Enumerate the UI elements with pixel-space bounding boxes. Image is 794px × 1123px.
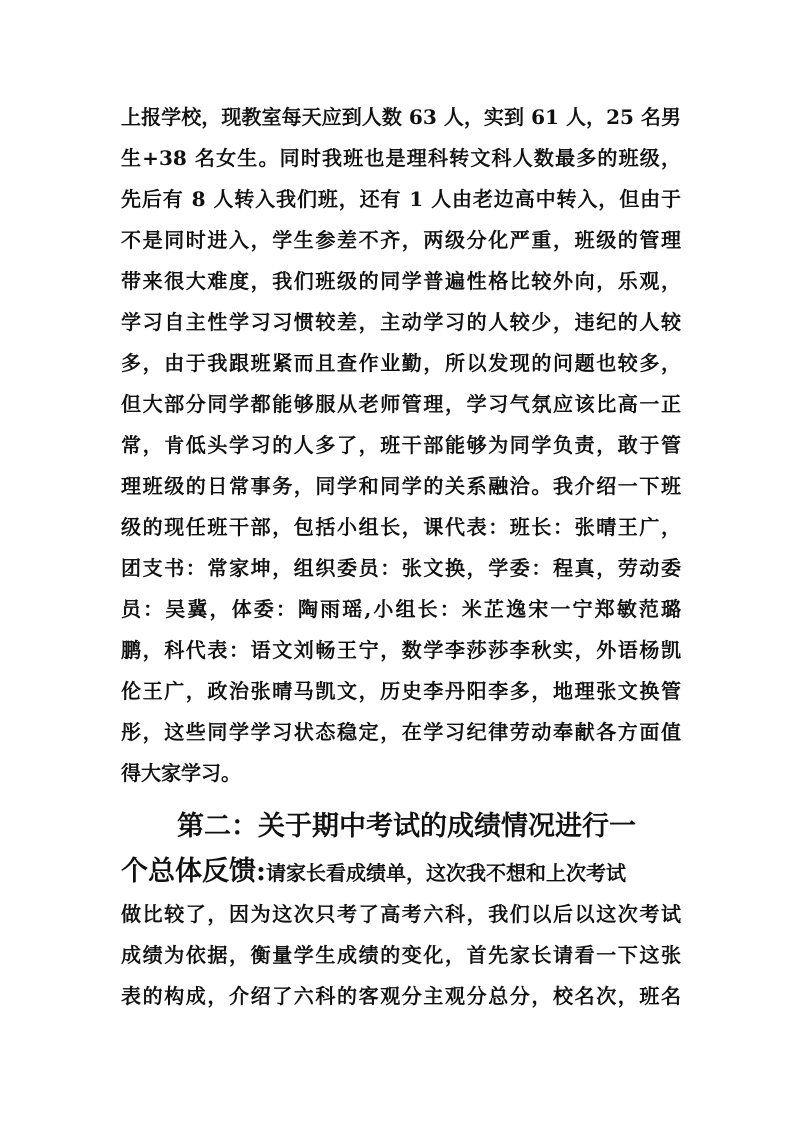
section-heading-line (121, 805, 681, 849)
paragraph-line: 得大家学习。 (121, 761, 241, 785)
paragraph-line: 员：吴冀，体委：陶雨瑶,小组长：米芷逸宋一宁郑敏范璐 (121, 597, 681, 621)
paragraph-line: 常，肯低头学习的人多了，班干部能够为同学负责，敢于管 (121, 433, 681, 457)
section-body-start: 请家长看成绩单，这次我不想和上次考试 (265, 861, 626, 885)
paragraph-line: 做比较了，因为这次只考了高考六科，我们以后以这次考试 (121, 902, 681, 926)
section-heading-line-2 (121, 850, 681, 894)
paragraph-line: 理班级的日常事务，同学和同学的关系融洽。我介绍一下班 (121, 474, 681, 498)
paragraph-line: 多，由于我跟班紧而且查作业勤，所以发现的问题也较多， (121, 351, 681, 375)
paragraph-line: 彤，这些同学学习状态稳定，在学习纪律劳动奉献各方面值 (121, 720, 681, 744)
section-heading: 第二：关于期中考试的成绩情况进行一 (177, 811, 636, 842)
paragraph-line: 学习自主性学习习惯较差，主动学习的人较少，违纪的人较 (121, 310, 681, 334)
paragraph-line: 成绩为依据，衡量学生成绩的变化，首先家长请看一下这张 (121, 943, 681, 967)
paragraph-line: 不是同时进入，学生参差不齐，两级分化严重，班级的管理 (121, 228, 681, 252)
paragraph-line: 表的构成，介绍了六科的客观分主观分总分，校名次，班名 (121, 984, 681, 1008)
paragraph-line: 团支书：常家坤，组织委员：张文换，学委：程真，劳动委 (121, 556, 681, 580)
paragraph-line: 鹏，科代表：语文刘畅王宁，数学李莎莎李秋实，外语杨凯 (121, 638, 681, 662)
paragraph-line: 上报学校，现教室每天应到人数 63 人，实到 61 人，25 名男 (121, 105, 681, 129)
paragraph-line: 级的现任班干部，包括小组长，课代表：班长：张晴王广， (121, 515, 681, 539)
paragraph-line: 生+38 名女生。同时我班也是理科转文科人数最多的班级， (121, 146, 681, 170)
paragraph-line: 先后有 8 人转入我们班，还有 1 人由老边高中转入，但由于 (121, 187, 681, 211)
paragraph-line: 但大部分同学都能够服从老师管理，学习气氛应该比高一正 (121, 392, 681, 416)
paragraph-line: 伦王广，政治张晴马凯文，历史李丹阳李多，地理张文换管 (121, 679, 681, 703)
section-heading-continued: 个总体反馈: (121, 856, 266, 887)
paragraph-line: 带来很大难度，我们班级的同学普遍性格比较外向，乐观， (121, 269, 681, 293)
